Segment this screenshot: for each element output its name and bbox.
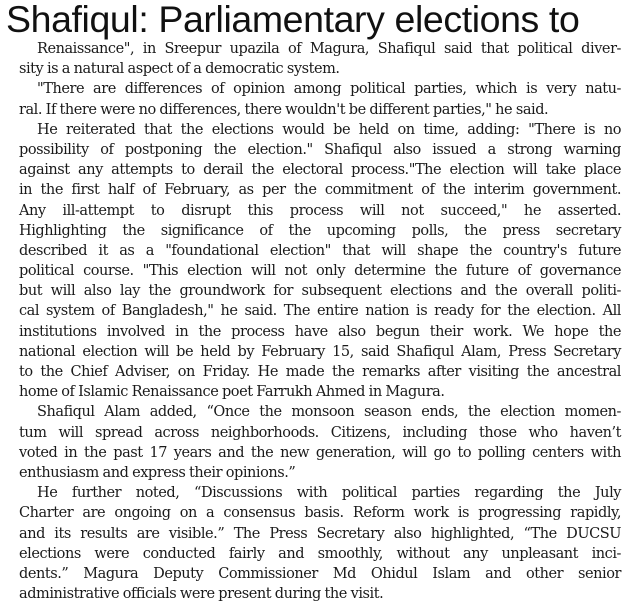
body-text-line: sity is a natural aspect of a democratic system. [19,61,340,78]
body-text-line: tum will spread across neighborhoods. Citizens, including those who haven’t [19,424,621,441]
body-text-line: ral. If there were no differences, there wouldn't be different parties," he said. [19,101,549,118]
body-text-line: described it as a "foundational election" that will shape the country's future [19,242,621,259]
body-text-line: dents.” Magura Deputy Commissioner Md Ohidul Islam and other senior [19,565,621,582]
article-headline: Shafiqul: Parliamentary elections to [6,0,580,40]
body-text-line: in the first half of February, as per the commitment of the interim government. [19,182,621,199]
body-text-line: enthusiasm and express their opinions.” [19,464,296,481]
body-text-line: national election will be held by February 15, said Shafiqul Alam, Press Secretary [19,343,621,360]
body-text-line: home of Islamic Renaissance poet Farrukh Ahmed in Magura. [19,384,445,401]
paragraph-first-line: He further noted, “Discussions with political parties regarding the July [37,485,621,502]
paragraph-first-line: Shafiqul Alam added, “Once the monsoon season ends, the election momen- [37,404,621,421]
body-text-line: Highlighting the significance of the upcoming polls, the press secretary [19,222,621,239]
body-text-line: but will also lay the groundwork for subsequent elections and the overall politi- [19,283,621,300]
body-text-line: and its results are visible.” The Press Secretary also highlighted, “The DUCSU [19,525,621,542]
article-body [0,39,625,604]
paragraph-first-line: He reiterated that the elections would be held on time, adding: "There is no [37,121,621,138]
body-text-line: to the Chief Adviser, on Friday. He made the remarks after visiting the ancestral [19,364,621,380]
body-text-line: Any ill-attempt to disrupt this process will not succeed," he asserted. [19,202,621,219]
paragraph-first-line: "There are differences of opinion among political parties, which is very natu- [37,81,621,98]
body-text-line: institutions involved in the process have also begun their work. We hope the [19,323,621,340]
body-text-line: possibility of postponing the election." Shafiqul also issued a strong warning [19,141,621,158]
body-text-line: elections were conducted fairly and smoothly, without any unpleasant inci- [19,545,621,562]
body-text-line: administrative officials were present during the visit. [19,586,384,603]
body-text-line: voted in the past 17 years and the new generation, will go to polling centers with [19,444,621,461]
body-text-line: against any attempts to derail the electoral process."The election will take place [19,162,621,179]
body-text-line: Charter are ongoing on a consensus basis. Reform work is progressing rapidly, [19,505,621,522]
body-text-line: political course. "This election will not only determine the future of governance [19,263,621,280]
paragraph-first-line: Renaissance", in Sreepur upazila of Magura, Shafiqul said that political diver- [37,41,621,57]
body-text-line: cal system of Bangladesh," he said. The entire nation is ready for the election. All [19,303,621,320]
